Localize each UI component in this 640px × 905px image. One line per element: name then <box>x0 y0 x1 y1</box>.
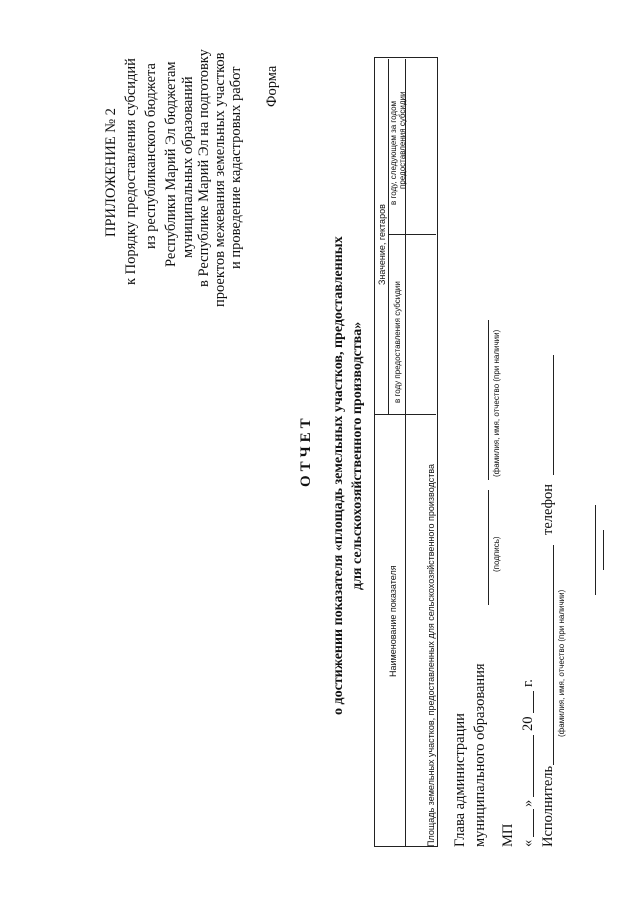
signature-caption: (подпись) <box>492 536 501 572</box>
date-year-prefix: 20 <box>520 716 536 731</box>
table-row-label: Площадь земельных участков, предоставленных для сельскохозяйственного производства <box>426 463 436 847</box>
date-quote-close: » <box>520 799 536 807</box>
report-title: ОТЧЕТ <box>298 414 314 487</box>
signature-line <box>488 490 489 605</box>
mp-label: МП <box>500 823 516 847</box>
appendix-line-7: и проведение кадастровых работ <box>228 66 244 269</box>
phone-line <box>553 355 554 475</box>
table-header-value-next-year-2: предоставления субсидии <box>398 91 407 189</box>
table-header-value-current-year: в году предоставления субсидии <box>393 281 402 403</box>
appendix-line-3: Республики Марий Эл бюджетам <box>163 61 179 267</box>
date-month-line <box>533 735 534 797</box>
head-title-line-1: Глава администрации <box>452 713 468 847</box>
date-day-line <box>533 809 534 837</box>
footer-rule-1 <box>595 505 596 595</box>
table-header-value-next-year-1: в году, следующем за годом <box>389 100 398 205</box>
table-header-name: Наименование показателя <box>388 565 398 677</box>
table-header-value: Значение, гектаров <box>377 204 387 285</box>
appendix-line-4: муниципальных образований <box>180 76 196 258</box>
form-label: Форма <box>264 65 280 107</box>
executor-fio-caption: (фамилия, имя, отчество (при наличии) <box>557 589 566 737</box>
executor-fio-line <box>553 545 554 765</box>
fio-caption: (фамилия, имя, отчество (при наличии) <box>492 329 501 477</box>
appendix-line-1: к Порядку предоставления субсидий <box>123 58 139 285</box>
appendix-line-5: в Республике Марий Эл на подготовку <box>196 49 212 287</box>
appendix-number: ПРИЛОЖЕНИЕ № 2 <box>103 108 119 237</box>
table-divider-col2 <box>388 234 436 235</box>
date-year-line <box>533 691 534 713</box>
footer-rule-2 <box>603 530 604 570</box>
date-quote-open: « <box>520 839 536 847</box>
report-subtitle-line-2: для сельскохозяйственного производства» <box>350 321 365 590</box>
fio-line <box>488 320 489 480</box>
appendix-line-2: из республиканского бюджета <box>143 63 159 249</box>
phone-label: телефон <box>540 483 556 535</box>
appendix-line-6: проектов межевания земельных участков <box>212 52 228 307</box>
head-title-line-2: муниципального образования <box>472 663 488 847</box>
executor-label: Исполнитель <box>540 765 556 847</box>
report-subtitle-line-1: о достижении показателя «площадь земельных участков, предоставленных <box>331 236 346 715</box>
date-year-suffix: г. <box>520 679 536 687</box>
